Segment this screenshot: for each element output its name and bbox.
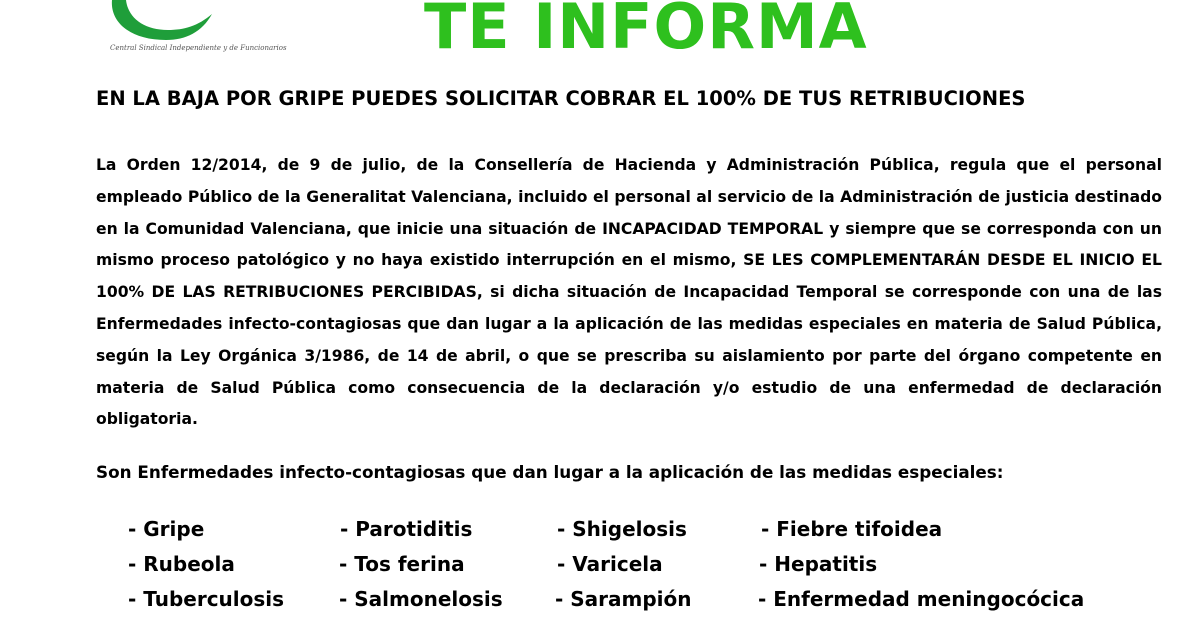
disease-item: - Shigelosis <box>557 517 687 541</box>
disease-item: - Tuberculosis <box>128 587 285 611</box>
disease-item: - Salmonelosis <box>339 587 503 611</box>
disease-item: - Varicela <box>557 552 663 576</box>
logo-swoosh-icon <box>108 0 218 46</box>
disease-item: - Tos ferina <box>339 552 465 576</box>
logo <box>108 0 287 56</box>
disease-item: - Parotiditis <box>340 517 473 541</box>
disease-item: - Fiebre tifoidea <box>761 517 943 541</box>
body-text-part: La Orden 12/2014, de 9 de julio, de la Consellería de Hacienda y Administración Pública, regula que el personal empleado Público de la Generalitat Valenciana, incluido el personal al servicio de la Administración de justicia destinado en la Comunidad Valenciana, que inicie una situación de <box>96 156 1162 238</box>
disease-item: - Hepatitis <box>759 552 878 576</box>
body-text-part: , si dicha situación de Incapacidad Temporal se corresponde con una de las Enfermedades infecto-contagiosas que dan lugar a la aplicación de las medidas especiales en materia de Salud Pública, según la Ley Orgánica 3/1986, de 14 de abril, o que se prescriba su aislamiento por parte del órgano competente en materia de Salud Pública como consecuencia de la declaración y/o estudio de una enfermedad de declaración obligatoria. <box>96 283 1162 429</box>
body-emphasis: INCAPACIDAD TEMPORAL <box>602 219 824 238</box>
body-paragraph <box>96 150 1162 436</box>
logo-subtitle: Central Sindical Independiente y de Funcionarios <box>110 44 287 52</box>
disease-item: - Gripe <box>128 517 205 541</box>
list-intro: Son Enfermedades infecto-contagiosas que dan lugar a la aplicación de las medidas especiales: <box>96 462 1004 482</box>
disease-list <box>0 512 1200 630</box>
disease-item: - Rubeola <box>128 552 235 576</box>
banner-title: TE INFORMA <box>424 0 868 63</box>
body-text-part: y siempre que se corresponda con un mismo proceso patológico y no haya existido interrupción en el mismo, <box>96 219 1162 270</box>
headline: EN LA BAJA POR GRIPE PUEDES SOLICITAR COBRAR EL 100% DE TUS RETRIBUCIONES <box>96 87 1026 110</box>
disease-item: - Enfermedad meningocócica <box>758 587 1085 611</box>
body-emphasis: SE LES COMPLEMENTARÁN DESDE EL INICIO EL 100% DE LAS RETRIBUCIONES PERCIBIDAS <box>96 251 1162 302</box>
disease-item: - Sarampión <box>555 587 692 611</box>
